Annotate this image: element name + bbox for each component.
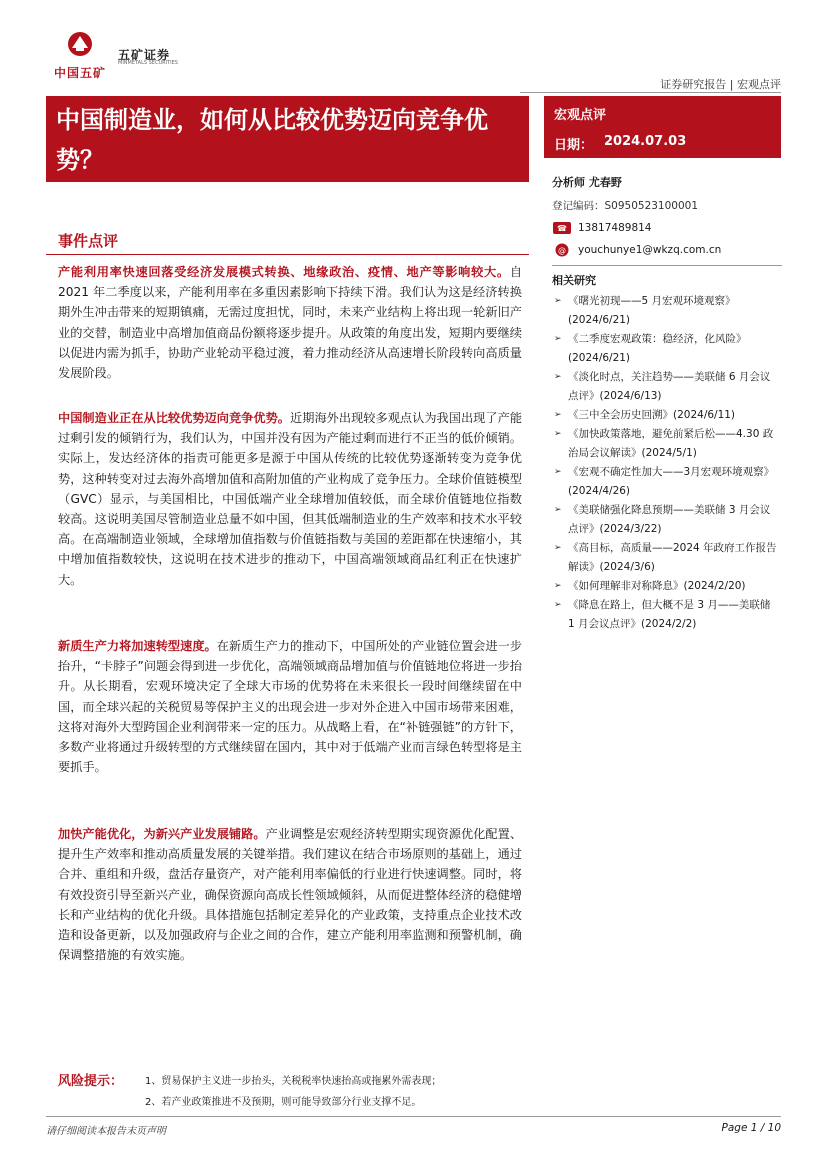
list-item-continuation: (2024/4/26) xyxy=(568,485,631,497)
date-label: 日期： xyxy=(554,138,594,153)
paragraph-2 xyxy=(58,408,522,590)
arrow-icon: ➢ xyxy=(554,296,562,306)
phone-icon xyxy=(552,221,572,235)
logo-china-minmetals xyxy=(40,28,120,80)
list-item-continuation: (2024/6/21) xyxy=(568,314,631,326)
risk-item: 2、若产业政策推进不及预期，则可能导致部分行业支撑不足。 xyxy=(145,1097,422,1108)
report-type-nav: 证券研究报告 | 宏观点评 xyxy=(660,78,781,91)
emblem-icon xyxy=(66,30,94,58)
divider xyxy=(520,92,781,93)
disclaimer-note: 请仔细阅读本报告末页声明 xyxy=(46,1126,166,1137)
section-heading: 事件点评 xyxy=(58,232,119,250)
logo-left-name: 中国五矿 xyxy=(53,66,106,80)
paragraph-body: 近期海外出现较多观点认为我国出现了产能过剩引发的倾销行为，我们认为，中国并没有因为产能过剩而进行不正当的低价倾销。实际上，发达经济体的指责可能更多是源于中国从传统的比较优势逐渐转变为竞争优势，这种转变对过去海外高增加值和高附加值的产业构成了竞争压力。全球价值链模型（GVC）显示，与美国相比，中国低端产业全球增加值较低，而全球价值链地位指数较高。这说明美国尽管制造业总量不如中国，但其低端制造业的生产效率和技术水平较高。在高端制造业领域，全球增加值指数与价值链指数与美国的差距都在快速缩小，其中增加值指数较快，这说明在技术进步的推动下，中国高端领域商品红利正在快速扩大。 xyxy=(58,411,523,587)
list-item-continuation: (2024/6/21) xyxy=(568,352,631,364)
email-row xyxy=(552,243,782,257)
list-item[interactable]: ➢ 《三中全会历史回溯》(2024/6/11) xyxy=(552,406,782,425)
arrow-icon: ➢ xyxy=(554,600,562,610)
svg-text:@: @ xyxy=(558,246,566,255)
phone-number: 13817489814 xyxy=(578,222,652,234)
list-item-continuation: 1 月会议点评》(2024/2/2) xyxy=(568,618,697,630)
sidebar xyxy=(552,168,782,634)
arrow-icon: ➢ xyxy=(554,429,562,439)
logo-right-slogan: MINMETALS SECURITIES xyxy=(118,60,178,66)
arrow-icon: ➢ xyxy=(554,505,562,515)
list-item[interactable]: ➢ 《曙光初现——5 月宏观环境观察》 xyxy=(552,292,782,311)
paragraph-body: 产业调整是宏观经济转型期实现资源优化配置、提升生产效率和推动高质量发展的关键举措。我们建议在结合市场原则的基础上，通过合并、重组和升级，盘活存量资产，对产能利用率偏低的行业进行快速调整。同时，将有效投资引导至新兴产业，确保资源向高成长性领域倾斜，从而促进整体经济的稳健增长和产业结构的优化升级。具体措施包括制定差异化的产业政策，支持重点企业技术改造和设备更新，以及加强政府与企业之间的合作，建立产能利用率监测和预警机制，确保调整措施的有效实施。 xyxy=(58,827,523,963)
arrow-icon: ➢ xyxy=(554,372,562,382)
list-item[interactable]: ➢ 《二季度宏观政策：稳经济，化风险》 xyxy=(552,330,782,349)
divider xyxy=(46,1116,781,1117)
paragraph-lead: 产能利用率快速回落受经济发展模式转换、地缘政治、疫情、地产等影响较大。 xyxy=(58,265,510,279)
list-item[interactable]: ➢ 《美联储强化降息预期——美联储 3 月会议 xyxy=(552,501,782,520)
related-research-title: 相关研究 xyxy=(552,274,596,287)
paragraph-body: 自 2021 年二季度以来，产能利用率在多重因素影响下持续下滑。我们认为这是经济转换期外生冲击带来的短期镇痛，无需过度担忧，同时，未来产业结构上将出现一轮新旧产业的交替，制造业中高增加值商品份额将逐步提升。从政策的角度出发，短期内要继续以促进内需为抓手，协助产业轮动平稳过渡，着力推动经济从高速增长阶段转向高质量发展阶段。 xyxy=(58,265,522,381)
arrow-icon: ➢ xyxy=(554,543,562,553)
list-item[interactable]: ➢ 《高目标，高质量——2024 年政府工作报告 xyxy=(552,539,782,558)
list-item[interactable]: ➢ 《淡化时点，关注趋势——美联储 6 月会议 xyxy=(552,368,782,387)
arrow-icon: ➢ xyxy=(554,581,562,591)
arrow-icon: ➢ xyxy=(554,467,562,477)
risk-item: 1、贸易保护主义进一步抬头，关税税率快速抬高或拖累外需表现； xyxy=(145,1076,442,1087)
list-item-continuation: 解读》(2024/3/6) xyxy=(568,561,655,573)
list-item[interactable]: ➢ 《如何理解非对称降息》(2024/2/20) xyxy=(552,577,782,596)
paragraph-lead: 中国制造业正在从比较优势迈向竞争优势。 xyxy=(58,411,291,425)
list-item[interactable]: ➢ 《降息在路上，但大概不是 3 月——美联储 xyxy=(552,596,782,615)
phone-row xyxy=(552,221,782,235)
analyst-name: 分析师 尤春野 xyxy=(552,176,622,189)
paragraph-body: 在新质生产力的推动下，中国所处的产业链位置会进一步抬升，“卡脖子”问题会得到进一步优化，高端领域商品增加值与价值链地位将进一步抬升。从长期看，宏观环境决定了全球大市场的优势将在未来很长一段时间继续留在中国，而全球兴起的关税贸易等保护主义的出现会进一步对外企进入中国市场带来困难，这将对海外大型跨国企业利润带来一定的压力。从战略上看，在“补链强链”的方针下，多数产业将通过升级转型的方式继续留在国内，其中对于低端产业而言绿色转型将是主要抓手。 xyxy=(58,639,523,775)
svg-text:☎: ☎ xyxy=(557,224,567,233)
paragraph-lead: 加快产能优化，为新兴产业发展铺路。 xyxy=(58,827,266,841)
report-date: 2024.07.03 xyxy=(604,134,687,149)
paragraph-4 xyxy=(58,824,522,965)
list-item-continuation: 点评》(2024/6/13) xyxy=(568,390,662,402)
divider xyxy=(46,254,529,255)
list-item-continuation: 治局会议解读》(2024/5/1) xyxy=(568,447,697,459)
paragraph-3 xyxy=(58,636,522,777)
arrow-icon: ➢ xyxy=(554,334,562,344)
risk-label: 风险提示： xyxy=(58,1074,124,1089)
paragraph-1 xyxy=(58,262,522,383)
report-category: 宏观点评 xyxy=(554,108,607,123)
report-info-banner xyxy=(544,96,781,158)
divider xyxy=(552,265,782,266)
related-research-list xyxy=(552,292,782,634)
logo-right-brand: 五矿证券 xyxy=(118,47,171,62)
registration-code: 登记编码：S0950523100001 xyxy=(552,200,699,212)
paragraph-lead: 新质生产力将加速转型速度。 xyxy=(58,639,217,653)
email-icon xyxy=(552,243,572,257)
title-banner xyxy=(46,96,529,182)
list-item-continuation: 点评》(2024/3/22) xyxy=(568,523,662,535)
page-number: Page 1 / 10 xyxy=(721,1122,781,1134)
arrow-icon: ➢ xyxy=(554,410,562,420)
logo-minmetals-securities xyxy=(118,44,178,66)
list-item[interactable]: ➢ 《宏观不确定性加大——3月宏观环境观察》 xyxy=(552,463,782,482)
email-address[interactable]: youchunye1@wkzq.com.cn xyxy=(578,244,722,256)
page-title: 中国制造业，如何从比较优势迈向竞争优势？ xyxy=(56,105,488,174)
list-item[interactable]: ➢ 《加快政策落地，避免前紧后松——4.30 政 xyxy=(552,425,782,444)
